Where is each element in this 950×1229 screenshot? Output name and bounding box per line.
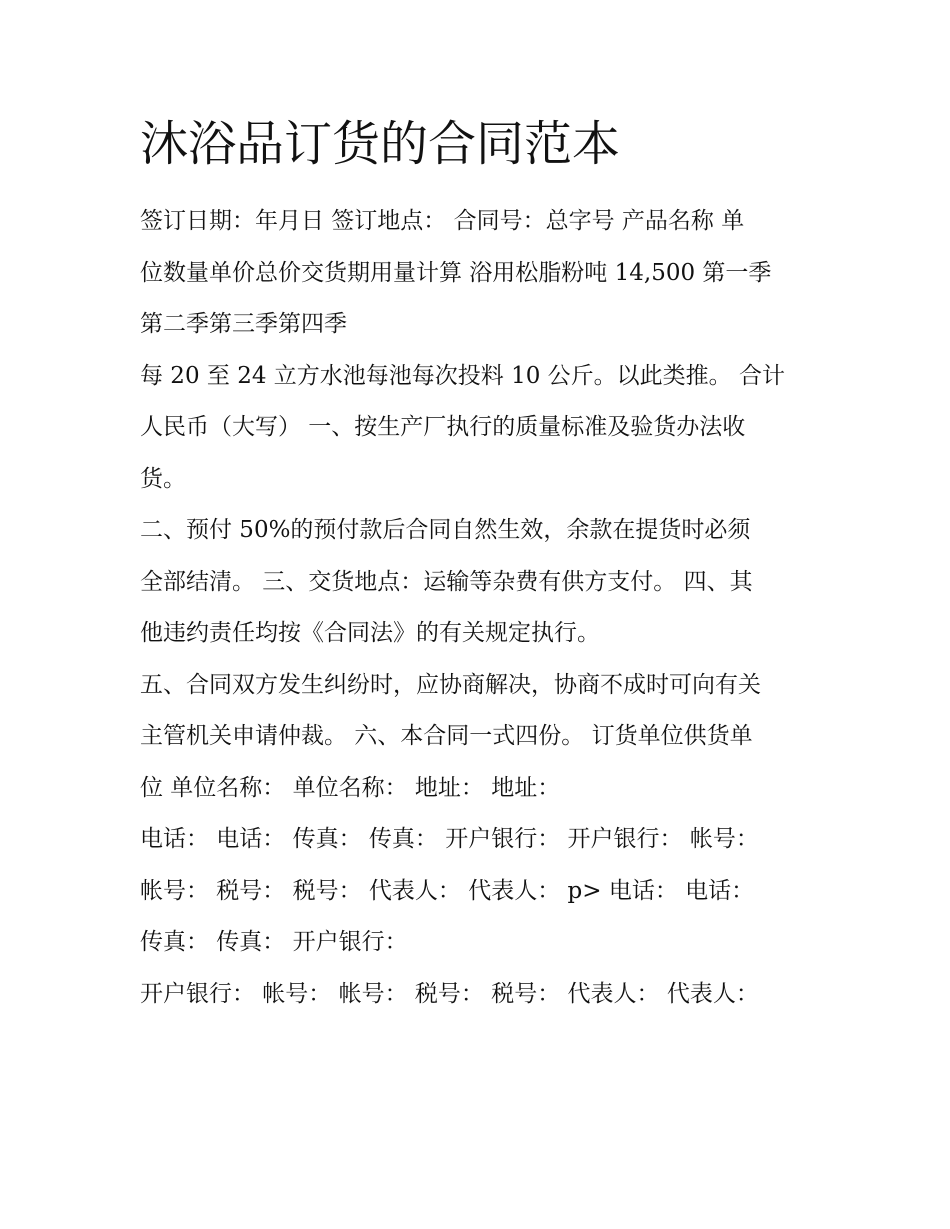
body-line: 货。 <box>140 465 186 492</box>
body-line: 传真： 传真： 开户银行： <box>140 929 408 955</box>
body-line: 位数量单价总价交货期用量计算 浴用松脂粉吨 14,500 第一季 <box>140 259 772 286</box>
body-line: 签订日期：年月日 签订地点： 合同号：总字号 产品名称 单 <box>140 208 745 234</box>
body-line: 每 20 至 24 立方水池每池每次投料 10 公斤。以此类推。 合计 <box>140 362 785 389</box>
body-line: 人民币（大写） 一、按生产厂执行的质量标准及验货办法收 <box>140 414 746 440</box>
body-line: 全部结清。 三、交货地点：运输等杂费有供方支付。 四、其 <box>140 568 753 595</box>
body-line: 帐号： 税号： 税号： 代表人： 代表人： p> 电话： 电话： <box>140 877 755 904</box>
body-line: 二、预付 50%的预付款后合同自然生效，余款在提货时必须 <box>140 517 751 543</box>
body-line: 主管机关申请仲裁。 六、本合同一式四份。 订货单位供货单 <box>140 723 753 749</box>
body-line: 开户银行： 帐号： 帐号： 税号： 税号： 代表人： 代表人： <box>140 980 759 1007</box>
document-title: 沐浴品订货的合同范本 <box>140 116 621 172</box>
body-line: 电话： 电话： 传真： 传真： 开户银行： 开户银行： 帐号： <box>140 826 759 852</box>
body-line: 五、合同双方发生纠纷时，应协商解决，协商不成时可向有关 <box>140 671 761 698</box>
document-body <box>140 196 820 1020</box>
body-line: 他违约责任均按《合同法》的有关规定执行。 <box>140 620 600 646</box>
body-line: 位 单位名称： 单位名称： 地址： 地址： <box>140 774 561 801</box>
body-line: 第二季第三季第四季 <box>140 311 347 337</box>
